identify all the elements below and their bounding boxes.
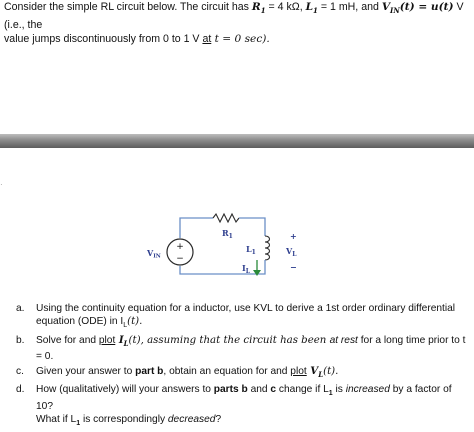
inductor-symbol: [265, 236, 270, 260]
vin-expression: $V_{IN}(t) = u(t)$: [381, 1, 454, 16]
resistor-symbol: [213, 214, 239, 222]
top-right-wire: [239, 218, 265, 236]
question-c-text: Given your answer to part b, obtain an equation for and plot $V_L(t)$.: [36, 365, 339, 380]
question-a-line2: equation (ODE) in $I_L(t)$.: [36, 316, 143, 330]
question-letter: a.: [16, 303, 25, 314]
question-d: [16, 383, 468, 430]
stray-mark: ·: [0, 180, 3, 189]
question-b: [16, 334, 468, 363]
question-list: [16, 302, 468, 432]
inductor-label: $L_1$: [246, 244, 256, 256]
intro-line2b: t = 0 sec).: [211, 33, 270, 46]
question-a-line1: Using the continuity equation for a inductor, use KVL to derive a 1st order ordinary differential: [36, 303, 456, 314]
question-c: [16, 365, 468, 381]
il-label: $I_L$: [242, 263, 250, 275]
question-b-text: Solve for and plot $I_L(t)$, assuming that the circuit has been at rest for a long time prior to t = 0.: [36, 334, 466, 363]
intro-line2a: value jumps discontinuously from 0 to 1 V: [4, 33, 203, 46]
r1-value: = 4 kΩ,: [265, 1, 306, 13]
question-d-line2: What if $L_1$ is correspondingly decreased?: [36, 414, 222, 428]
intro-at: at: [202, 33, 212, 46]
question-letter: d.: [16, 384, 25, 396]
intro-text-2: V (i.e., the: [4, 1, 464, 32]
rl-circuit-diagram: [138, 198, 318, 280]
current-arrow-head: [253, 270, 261, 276]
vl-label: $V_L$: [286, 246, 297, 258]
vl-plus: +: [290, 232, 297, 241]
r1-symbol: $R_1$: [251, 1, 266, 16]
intro-text-1: Consider the simple RL circuit below. The circuit has: [4, 1, 252, 13]
source-label: VIN: [147, 248, 161, 260]
source-minus: −: [176, 254, 184, 264]
source-plus: +: [176, 242, 184, 252]
bottom-wire: [180, 260, 265, 274]
l1-symbol: $L_1$: [305, 1, 318, 16]
question-letter: b.: [16, 335, 25, 347]
top-left-wire: [180, 218, 213, 238]
vl-minus: −: [290, 263, 297, 272]
question-d-line1: How (qualitatively) will your answers to parts b and c change if $L_1$ is increased by a factor of 10?: [36, 384, 452, 413]
problem-intro: [4, 0, 470, 46]
resistor-label: $R_1$: [222, 228, 233, 240]
question-a: [16, 302, 468, 332]
divider-band: [0, 134, 474, 148]
question-letter: c.: [16, 366, 24, 378]
l1-value: = 1 mH, and: [317, 1, 382, 13]
